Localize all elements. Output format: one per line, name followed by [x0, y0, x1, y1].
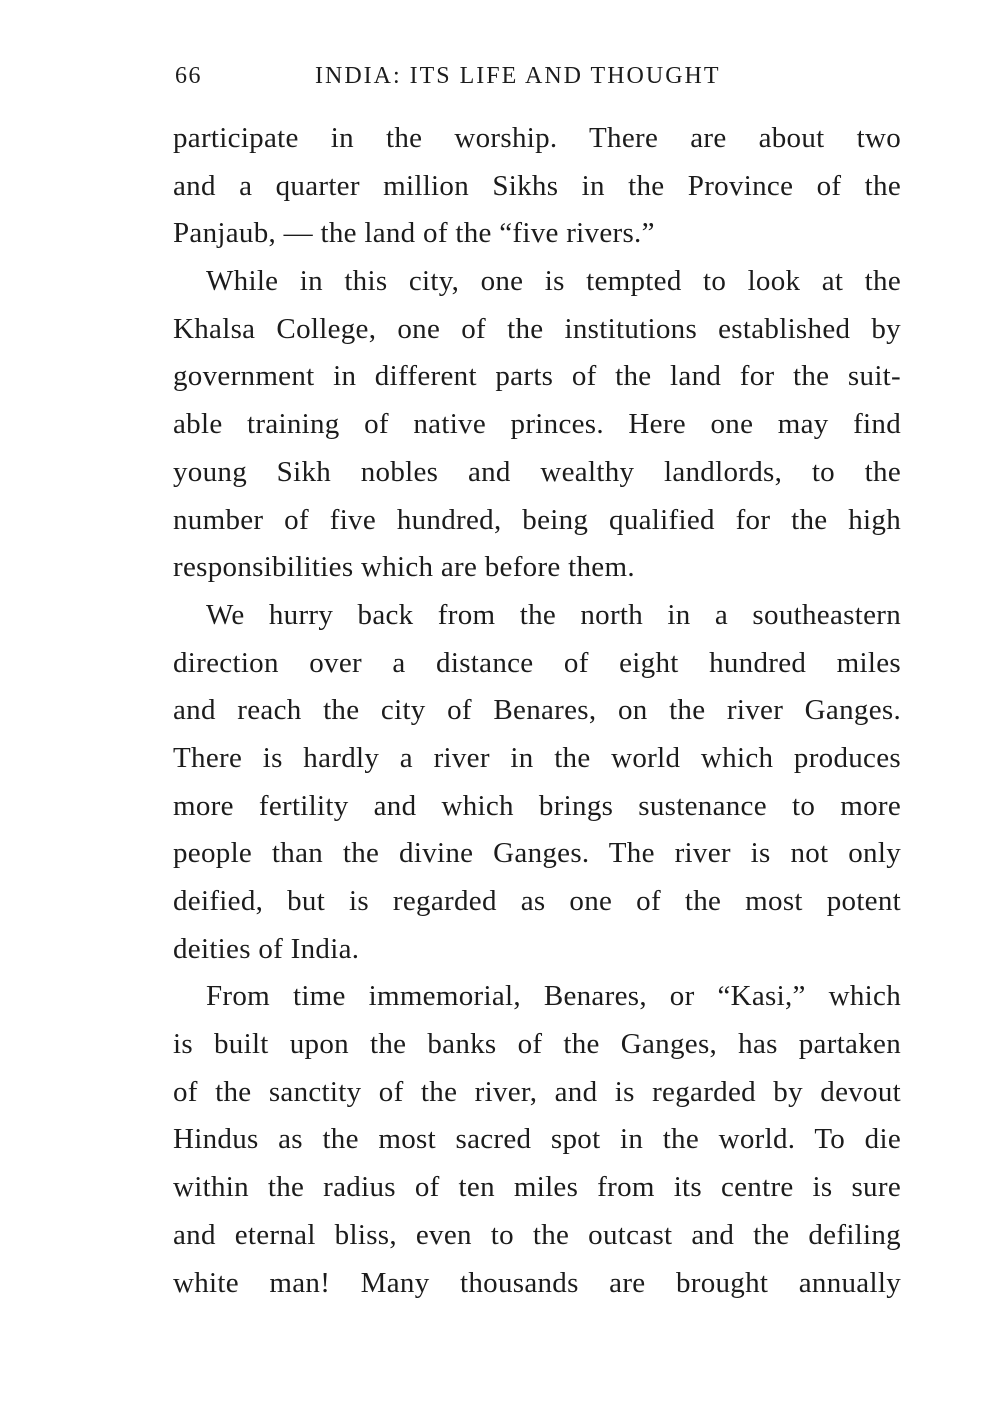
running-title: INDIA: ITS LIFE AND THOUGHT — [315, 63, 721, 89]
text-line: within the radius of ten miles from its centre is sure — [173, 1171, 901, 1204]
text-line: We hurry back from the north in a southeastern — [206, 598, 901, 631]
paragraph-1 — [173, 115, 901, 258]
text-line: While in this city, one is tempted to look at the — [206, 265, 901, 298]
body-text — [173, 115, 901, 1307]
text-line: government in different parts of the land for the suit- — [173, 360, 901, 393]
text-line: direction over a distance of eight hundred miles — [173, 646, 901, 679]
text-line: is built upon the banks of the Ganges, has partaken — [173, 1028, 901, 1061]
paragraph-3 — [173, 592, 901, 974]
text-line: deified, but is regarded as one of the most potent — [173, 885, 901, 917]
text-line: and reach the city of Benares, on the river Ganges. — [173, 694, 901, 727]
text-line: white man! Many thousands are brought annually — [173, 1266, 901, 1299]
text-line: responsibilities which are before them. — [173, 551, 635, 584]
paragraph-4 — [173, 973, 901, 1307]
running-head — [175, 58, 900, 94]
text-line: more fertility and which brings sustenance to more — [173, 789, 901, 822]
text-line: There is hardly a river in the world which produces — [173, 741, 901, 774]
text-line: deities of India. — [173, 932, 360, 965]
text-line: number of five hundred, being qualified for the high — [173, 503, 901, 536]
text-line: of the sanctity of the river, and is regarded by devout — [173, 1075, 901, 1108]
paragraph-2 — [173, 258, 901, 592]
text-line: Hindus as the most sacred spot in the world. To die — [173, 1123, 901, 1156]
text-line: and a quarter million Sikhs in the Province of the — [173, 169, 901, 202]
text-line: people than the divine Ganges. The river is not only — [173, 837, 901, 870]
text-line: young Sikh nobles and wealthy landlords, to the — [173, 455, 901, 488]
text-line: Panjaub, — the land of the “five rivers.” — [173, 217, 655, 250]
text-line: Khalsa College, one of the institutions established by — [173, 312, 901, 345]
text-line: and eternal bliss, even to the outcast and the defiling — [173, 1218, 901, 1251]
text-line: participate in the worship. There are about two — [173, 122, 901, 154]
text-line: From time immemorial, Benares, or “Kasi,” which — [206, 980, 901, 1013]
page-number: 66 — [175, 63, 202, 89]
text-line: able training of native princes. Here one may find — [173, 408, 901, 441]
